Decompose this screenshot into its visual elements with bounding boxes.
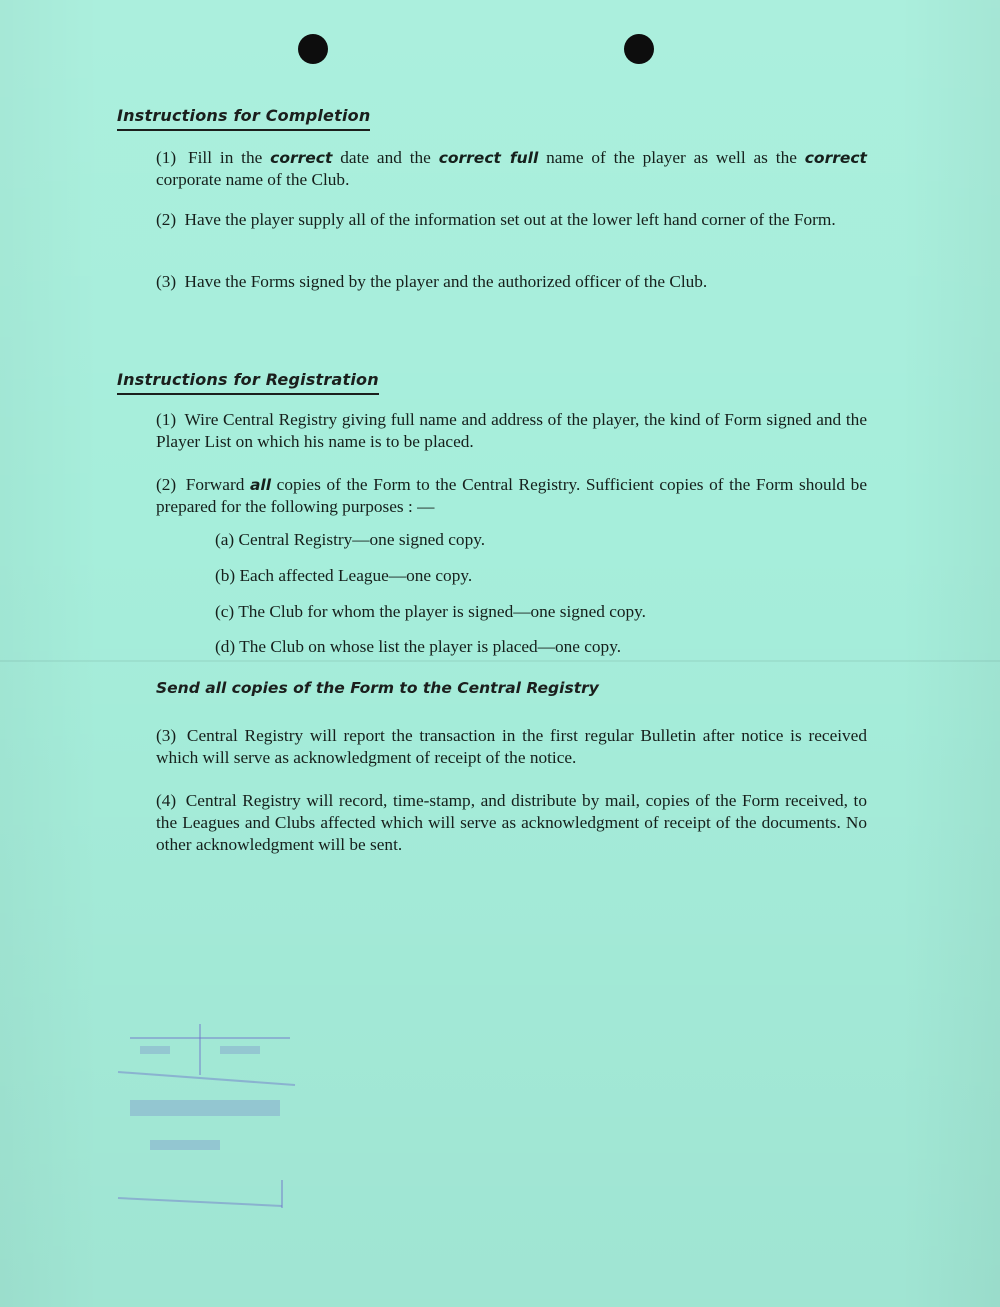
registration-item-3 — [156, 725, 867, 769]
item-text: Have the Forms signed by the player and the authorized officer of the Club. — [184, 272, 708, 291]
text-run: name of the player as well as the — [538, 148, 805, 167]
emphasis-text: all — [249, 476, 272, 494]
text-run: copies of the Form to the Central Registry. Sufficient copies of the Form should be prepared for the following purposes : — — [156, 475, 867, 516]
text-run: date and the — [332, 148, 439, 167]
emphasis-text: correct — [270, 149, 333, 167]
item-number: (2) — [156, 210, 177, 229]
send-all-copies-note: Send all copies of the Form to the Central Registry — [156, 679, 599, 697]
text-run: corporate name of the Club. — [156, 170, 350, 189]
item-number: (1) — [156, 148, 177, 167]
registration-heading: Instructions for Registration — [117, 370, 379, 395]
completion-heading: Instructions for Completion — [117, 106, 370, 131]
subitem-label: (a) — [215, 530, 235, 549]
subitem-label: (c) — [215, 602, 235, 621]
completion-item-3 — [156, 271, 867, 293]
subitem-label: (b) — [215, 566, 236, 585]
item-number: (3) — [156, 726, 177, 745]
completion-item-2 — [156, 209, 867, 231]
punch-hole-right — [624, 34, 654, 64]
subitem-text: The Club for whom the player is signed—one signed copy. — [238, 602, 646, 621]
completion-item-1 — [156, 147, 867, 191]
subitem-d — [215, 636, 621, 658]
registration-item-1 — [156, 409, 867, 453]
subitem-label: (d) — [215, 637, 236, 656]
emphasis-text: correct — [804, 149, 867, 167]
subitem-text: The Club on whose list the player is placed—one copy. — [239, 637, 622, 656]
subitem-a — [215, 529, 485, 551]
registration-item-2 — [156, 474, 867, 518]
item-text: Central Registry will record, time-stamp, and distribute by mail, copies of the Form received, to the Leagues and Clubs affected which will serve as acknowledgment of receipt of the documents. No other acknowledgment will be sent. — [156, 791, 867, 854]
text-run: Fill in the — [188, 148, 271, 167]
item-text: Wire Central Registry giving full name and address of the player, the kind of Form signed and the Player List on which his name is to be placed. — [156, 410, 867, 451]
item-text: Have the player supply all of the information set out at the lower left hand corner of the Form. — [184, 210, 836, 229]
paper-fold-line — [0, 660, 1000, 662]
item-number: (4) — [156, 791, 177, 810]
subitem-c — [215, 601, 646, 623]
subitem-b — [215, 565, 472, 587]
subitem-text: Central Registry—one signed copy. — [238, 530, 486, 549]
punch-hole-left — [298, 34, 328, 64]
item-text: Central Registry will report the transaction in the first regular Bulletin after notice is received which will serve as acknowledgment of receipt of the notice. — [156, 726, 867, 767]
text-run: Forward — [185, 475, 250, 494]
registration-item-4 — [156, 790, 867, 856]
received-stamp — [110, 1020, 300, 1220]
item-number: (1) — [156, 410, 177, 429]
emphasis-text: correct full — [438, 149, 539, 167]
subitem-text: Each affected League—one copy. — [239, 566, 473, 585]
item-number: (2) — [156, 475, 177, 494]
item-number: (3) — [156, 272, 177, 291]
